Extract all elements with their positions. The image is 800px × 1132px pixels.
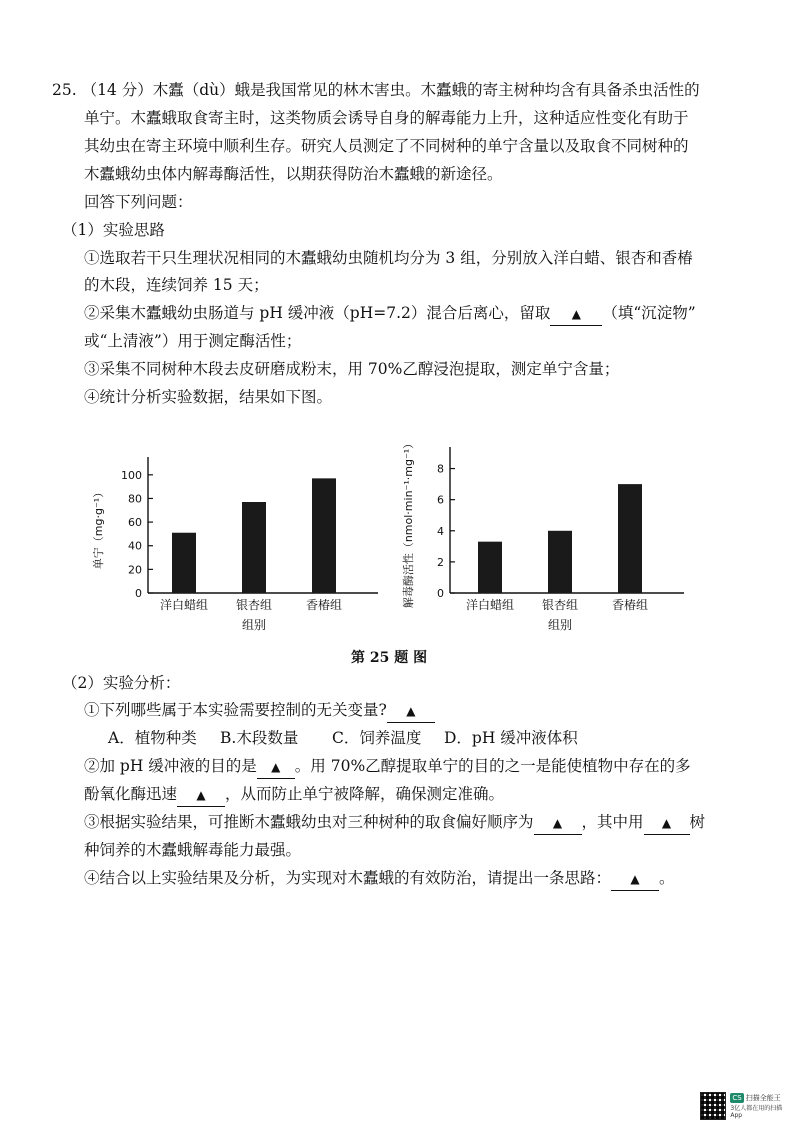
q1-options — [108, 727, 578, 749]
y-tick-label: 100 — [121, 468, 142, 482]
q4-end: 。 — [659, 869, 675, 887]
blank-mark: ▲ — [552, 816, 563, 830]
y-tick-label: 60 — [128, 516, 142, 530]
step3-line: ③采集不同树种木段去皮研磨成粉末，用 70%乙醇浸泡提取，测定单宁含量； — [84, 360, 620, 378]
step2-line-a — [84, 302, 696, 326]
y-tick-label: 8 — [437, 462, 444, 476]
blank-mark: ▲ — [661, 816, 672, 830]
scanner-app-name: 扫描全能王 — [745, 1094, 781, 1102]
part1-title: （1）实验思路 — [62, 221, 165, 239]
enzyme-chart-svg — [398, 430, 698, 640]
x-axis-label: 组别 — [547, 618, 573, 632]
q2-text-cont: 。用 70%乙醇提取单宁的目的之一是能使植物中存在的多 — [294, 757, 691, 775]
scanner-app-tagline: 3亿人都在用的扫描App — [730, 1105, 783, 1119]
scanner-logo-icon: CS — [732, 1094, 742, 1102]
answer-prompt: 回答下列问题： — [84, 193, 193, 211]
qr-code-icon — [700, 1092, 726, 1120]
bar — [618, 484, 642, 593]
bar — [478, 542, 502, 593]
enzyme-chart — [398, 430, 698, 644]
bar — [312, 478, 336, 593]
scanner-watermark — [700, 1090, 790, 1122]
q2-text: ②加 pH 缓冲液的目的是 — [84, 757, 257, 775]
q3-text: ③根据实验结果，可推断木蠹蛾幼虫对三种树种的取食偏好顺序为 — [84, 813, 534, 831]
tannin-chart — [88, 440, 388, 644]
option-b[interactable]: B.木段数量 — [220, 729, 299, 747]
bar — [172, 533, 196, 593]
option-d[interactable]: D．pH 缓冲液体积 — [444, 729, 578, 747]
bar — [548, 531, 572, 593]
q2-text-b: 酚氧化酶迅速 — [84, 785, 178, 803]
blank-mark: ▲ — [630, 872, 640, 886]
question-intro-line-4: 木蠹蛾幼虫体内解毒酶活性，以期获得防治木蠹蛾的新途径。 — [84, 165, 503, 183]
blank-mark: ▲ — [406, 704, 416, 718]
q4-line — [84, 867, 675, 891]
y-tick-label: 40 — [128, 539, 142, 553]
question-intro-line-2: 单宁。木蠹蛾取食寄主时，这类物质会诱导自身的解毒能力上升，这种适应性变化有助于 — [84, 109, 689, 127]
step2-text: ②采集木蠹蛾幼虫肠道与 pH 缓冲液（pH=7.2）混合后离心，留取 — [84, 304, 551, 322]
q3-text-post: 树 — [689, 813, 706, 831]
q2-line-a — [84, 755, 691, 779]
blank-mark: ▲ — [571, 307, 581, 321]
y-tick-label: 0 — [135, 587, 142, 600]
y-axis-label: 解毒酶活性（nmol·min⁻¹·mg⁻¹） — [402, 437, 415, 609]
blank-mark: ▲ — [196, 788, 206, 802]
category-label: 洋白蜡组 — [465, 598, 515, 612]
answer-blank[interactable] — [177, 783, 225, 807]
bar — [242, 502, 266, 593]
answer-blank[interactable] — [611, 867, 659, 891]
part2-title: （2）实验分析： — [62, 674, 181, 692]
tannin-chart-svg — [88, 440, 388, 640]
y-axis-label: 单宁（mg·g⁻¹） — [92, 486, 105, 570]
q2-line-b — [84, 783, 504, 807]
q4-text: ④结合以上实验结果及分析，为实现对木蠹蛾的有效防治，请提出一条思路： — [84, 869, 612, 887]
q3-line-b: 种饲养的木蠹蛾解毒能力最强。 — [84, 841, 302, 859]
answer-blank[interactable] — [550, 302, 602, 326]
watermark-text — [730, 1093, 790, 1119]
figure-caption: 第 25 题 图 — [351, 650, 428, 666]
question-intro-line-3: 其幼虫在寄主环境中顺利生存。研究人员测定了不同树种的单宁含量以及取食不同树种的 — [84, 137, 689, 155]
question-intro-line-1: 25. （14 分）木蠹（dù）蛾是我国常见的林木害虫。木蠹蛾的寄主树种均含有具备杀虫活性的 — [52, 81, 700, 99]
step4-line: ④统计分析实验数据，结果如下图。 — [84, 388, 333, 406]
answer-blank[interactable] — [644, 811, 690, 835]
category-label: 香椿组 — [305, 598, 343, 612]
x-axis-label: 组别 — [241, 618, 267, 632]
option-c[interactable]: C．饲养温度 — [332, 729, 422, 747]
q3-line-a — [84, 811, 705, 835]
q1-text: ①下列哪些属于本实验需要控制的无关变量? — [84, 701, 387, 719]
step1-line-a: ①选取若干只生理状况相同的木蠹蛾幼虫随机均分为 3 组，分别放入洋白蜡、银杏和香椿 — [84, 249, 693, 267]
category-label: 银杏组 — [235, 598, 273, 612]
step1-line-b: 的木段，连续饲养 15 天； — [84, 276, 269, 294]
answer-blank[interactable] — [387, 699, 435, 723]
category-label: 香椿组 — [611, 598, 649, 612]
y-tick-label: 0 — [437, 587, 444, 600]
y-tick-label: 4 — [437, 524, 444, 538]
y-tick-label: 2 — [437, 555, 444, 569]
blank-mark: ▲ — [271, 760, 281, 774]
q2-text-b-cont: ，从而防止单宁被降解，确保测定准确。 — [225, 785, 505, 803]
answer-blank[interactable] — [257, 755, 295, 779]
category-label: 银杏组 — [541, 598, 579, 612]
step2-line-b: 或“上清液”）用于测定酶活性； — [84, 332, 302, 350]
y-tick-label: 80 — [128, 492, 142, 506]
y-tick-label: 6 — [437, 493, 444, 507]
answer-blank[interactable] — [534, 811, 582, 835]
q1-line — [84, 699, 435, 723]
q3-text-mid: ，其中用 — [581, 813, 644, 831]
y-tick-label: 20 — [128, 563, 142, 577]
option-a[interactable]: A．植物种类 — [108, 729, 197, 747]
step2-hint: （填“沉淀物” — [602, 304, 696, 322]
category-label: 洋白蜡组 — [159, 598, 209, 612]
